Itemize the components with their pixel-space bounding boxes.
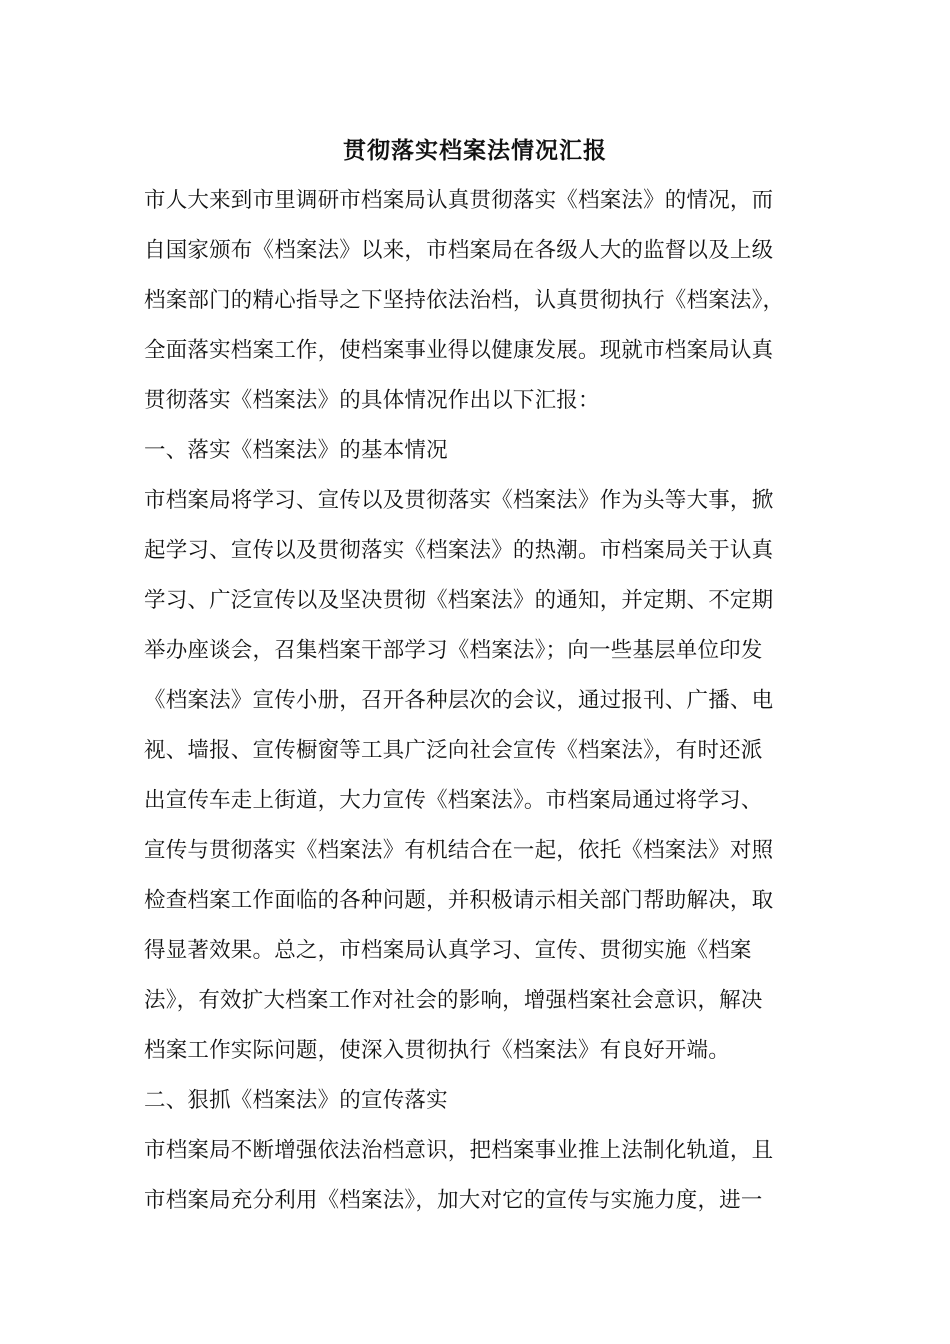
body-line: 全面落实档案工作，使档案事业得以健康发展。现就市档案局认真 xyxy=(144,338,774,363)
body-line: 起学习、宣传以及贯彻落实《档案法》的热潮。市档案局关于认真 xyxy=(144,538,774,563)
document-title: 贯彻落实档案法情况汇报 xyxy=(343,138,607,164)
body-line: 档案工作实际问题，使深入贯彻执行《档案法》有良好开端。 xyxy=(144,1038,730,1063)
body-line: 市人大来到市里调研市档案局认真贯彻落实《档案法》的情况，而 xyxy=(144,188,774,213)
body-line: 市档案局将学习、宣传以及贯彻落实《档案法》作为头等大事，掀 xyxy=(144,488,774,513)
body-line: 贯彻落实《档案法》的具体情况作出以下汇报： xyxy=(144,388,600,413)
body-line: 检查档案工作面临的各种问题，并积极请示相关部门帮助解决，取 xyxy=(144,888,774,913)
body-line: 法》，有效扩大档案工作对社会的影响，增强档案社会意识，解决 xyxy=(144,988,763,1013)
body-line: 视、墙报、宣传橱窗等工具广泛向社会宣传《档案法》，有时还派 xyxy=(144,738,763,763)
section-heading-2: 二、狠抓《档案法》的宣传落实 xyxy=(144,1088,448,1113)
body-line: 宣传与贯彻落实《档案法》有机结合在一起，依托《档案法》对照 xyxy=(144,838,774,863)
document-body xyxy=(144,176,820,1226)
body-line: 出宣传车走上街道，大力宣传《档案法》。市档案局通过将学习、 xyxy=(144,788,763,813)
body-line: 《档案法》宣传小册，召开各种层次的会议，通过报刊、广播、电 xyxy=(144,688,774,713)
body-line: 档案部门的精心指导之下坚持依法治档，认真贯彻执行《档案法》， xyxy=(144,288,785,313)
body-line: 学习、广泛宣传以及坚决贯彻《档案法》的通知，并定期、不定期 xyxy=(144,588,774,613)
body-line: 得显著效果。总之，市档案局认真学习、宣传、贯彻实施《档案 xyxy=(144,938,752,963)
body-line: 自国家颁布《档案法》以来，市档案局在各级人大的监督以及上级 xyxy=(144,238,774,263)
body-line: 市档案局不断增强依法治档意识，把档案事业推上法制化轨道，且 xyxy=(144,1138,774,1163)
body-line: 举办座谈会，召集档案干部学习《档案法》；向一些基层单位印发 xyxy=(144,638,763,663)
body-line: 市档案局充分利用《档案法》，加大对它的宣传与实施力度，进一 xyxy=(144,1188,763,1213)
section-heading-1: 一、落实《档案法》的基本情况 xyxy=(144,438,448,463)
